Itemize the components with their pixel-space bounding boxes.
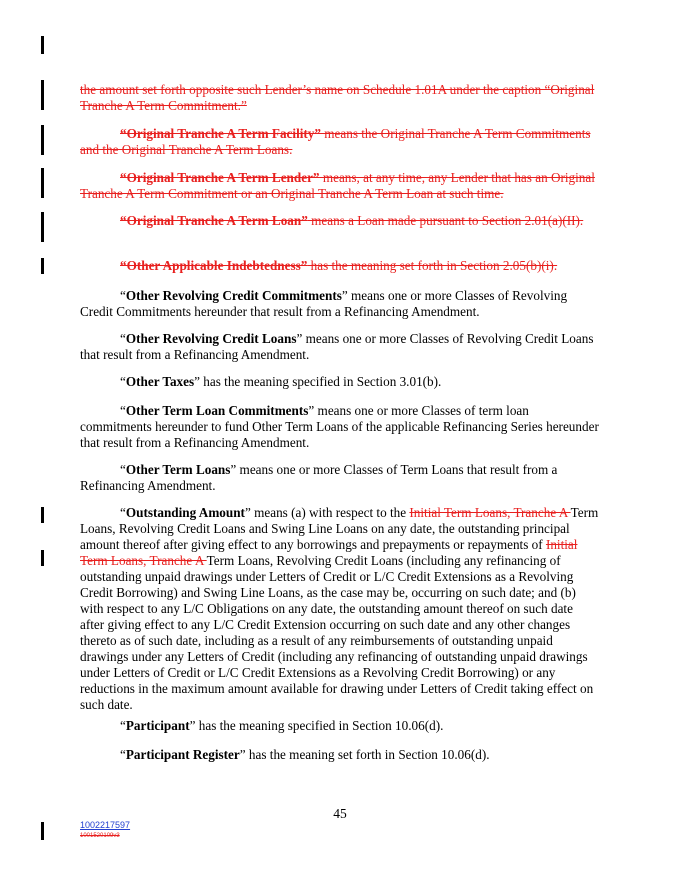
definition-term: Outstanding Amount [125, 505, 245, 520]
page-number: 45 [333, 806, 347, 821]
open-quote: “ [120, 331, 126, 346]
definition-text: means, at any time, any Lender that has an Original Tranche A Term Commitment or an Original Tranche A Term Loan at such time. [80, 170, 595, 201]
deleted-paragraph: the amount set forth opposite such Lender’s name on Schedule 1.01A under the caption “Original Tranche A Term Commitment.” [80, 82, 595, 113]
definition-text: means a Loan made pursuant to Section 2.01(a)(II). [307, 213, 584, 228]
definition [80, 718, 600, 734]
change-bar [41, 507, 44, 523]
deleted-definition [80, 126, 600, 158]
definition-term: “Original Tranche A Term Facility” [120, 126, 321, 141]
definition-term: Other Taxes [125, 374, 195, 389]
definition [80, 331, 600, 363]
definition [80, 288, 600, 320]
deleted-text: Initial Term Loans, Tranche A [409, 505, 571, 520]
definition-term: “Other Applicable Indebtedness” [120, 258, 308, 273]
open-quote: “ [120, 505, 126, 520]
open-quote: “ [120, 288, 126, 303]
definition-text: ” has the meaning specified in Section 3.01(b). [194, 374, 442, 389]
definition [80, 403, 600, 451]
open-quote: “ [120, 374, 126, 389]
definition-term: Other Revolving Credit Commitments [125, 288, 342, 303]
definition-term: “Original Tranche A Term Loan” [120, 213, 308, 228]
definition-text: ” has the meaning specified in Section 10.06(d). [189, 718, 444, 733]
open-quote: “ [120, 462, 126, 477]
definition-text: ” means one or more Classes of Revolving Credit Commitments hereunder that result from a Refinancing Amendment. [80, 288, 568, 319]
change-bar [41, 212, 44, 242]
definition-text: ” means one or more Classes of Term Loans that result from a Refinancing Amendment. [80, 462, 558, 493]
definition-text: means the Original Tranche A Term Commitments and the Original Tranche A Term Loans. [80, 126, 591, 157]
definition-text: ” has the meaning set forth in Section 10.06(d). [239, 747, 490, 762]
deleted-definition [80, 213, 600, 229]
definition-term: Other Term Loan Commitments [125, 403, 309, 418]
definition-text: Term Loans, Revolving Credit Loans and Swing Line Loans on any date, the outstanding principal amount thereof after giving effect to any borrowings and prepayments or repayments of [80, 505, 599, 552]
definition-text: ” means one or more Classes of Revolving Credit Loans that result from a Refinancing Amendment. [80, 331, 594, 362]
definition-term: Other Term Loans [125, 462, 231, 477]
document-id: 1002217597 [80, 820, 131, 830]
open-quote: “ [120, 718, 126, 733]
change-bar [41, 822, 44, 840]
change-bar [41, 36, 44, 54]
definition [80, 747, 600, 763]
definition-text: Term Loans, Revolving Credit Loans (including any refinancing of outstanding unpaid drawings under Letters of Credit or L/C Credit Extensions as a Revolving Credit Borrowing) and Swing Line Loans, as the case may be, occurring on such date; and (b) with respect to any L/C Obligations on any date, the outstanding amount thereof on such date after giving effect to any L/C Credit Extension occurring on such date and any other changes thereto as of such date, including as a result of any reimbursements of outstanding unpaid drawings under any Letters of Credit (including any refinancing of outstanding unpaid drawings under Letters of Credit or L/C Credit Extensions as a Revolving Credit Borrowing) or any reductions in the maximum amount available for drawing under Letters of Credit taking effect on such date. [80, 553, 594, 712]
definition [80, 462, 600, 494]
open-quote: “ [120, 747, 126, 762]
deleted-document-id: 1001520109v3 [80, 833, 120, 839]
change-bar [41, 550, 44, 566]
definition-outstanding-amount [80, 505, 600, 713]
definition [80, 374, 600, 390]
definition-term: “Original Tranche A Term Lender” [120, 170, 320, 185]
deleted-definition [80, 258, 600, 274]
definition-text: ” means (a) with respect to the [244, 505, 410, 520]
open-quote: “ [120, 403, 126, 418]
definition-term: Other Revolving Credit Loans [125, 331, 297, 346]
deleted-text: Initial Term Loans, Tranche A [80, 537, 578, 568]
change-bar [41, 125, 44, 155]
change-bar [41, 80, 44, 110]
definition-term: Participant [125, 718, 190, 733]
definition-term: Participant Register [125, 747, 240, 762]
definition-text: ” means one or more Classes of term loan commitments hereunder to fund Other Term Loans of the applicable Refinancing Series hereunder that result from a Refinancing Amendment. [80, 403, 599, 450]
change-bar [41, 258, 44, 274]
change-bar [41, 168, 44, 198]
deleted-definition [80, 170, 600, 202]
definition-text: has the meaning set forth in Section 2.05(b)(i). [307, 258, 558, 273]
